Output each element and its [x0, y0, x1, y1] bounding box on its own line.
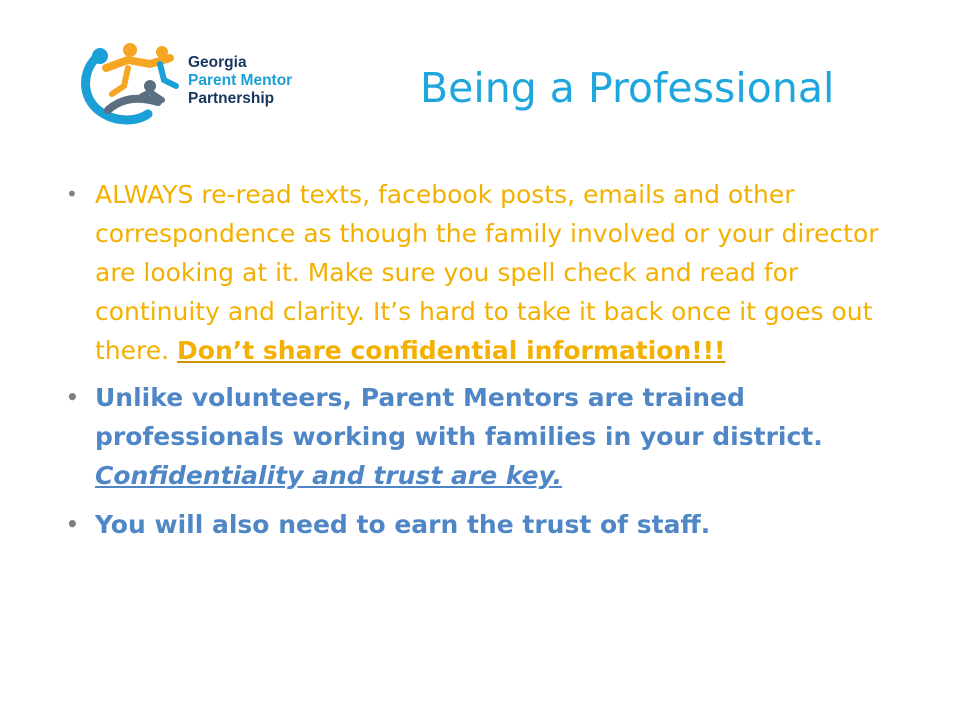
- logo-line-parent-mentor: Parent Mentor: [188, 72, 293, 89]
- bullet-emphasis-confidential: Don’t share confidential information!!!: [177, 336, 726, 365]
- bullet-emphasis-trust: Confidentiality and trust are key.: [95, 461, 563, 490]
- logo-line-partnership: Partnership: [188, 90, 275, 107]
- logo-figures-icon: [78, 40, 188, 130]
- logo-wordmark: [188, 54, 292, 108]
- logo-line-georgia: Georgia: [188, 54, 247, 71]
- bullet-earn-trust-of-staff: [66, 505, 926, 544]
- slide-title: Being a Professional: [420, 64, 835, 112]
- bullet-marker-icon: •: [66, 385, 79, 409]
- bullet-list: [66, 175, 926, 544]
- bullet-marker-icon: •: [66, 182, 78, 206]
- bullet-text: ALWAYS re-read texts, facebook posts, emails and other correspondence as though the family involved or your director are looking at it. Make sure you spell check and read for continuity and clarity. It’s hard to take it back once it goes out there.: [95, 180, 879, 365]
- georgia-parent-mentor-logo: [78, 40, 318, 130]
- bullet-parent-mentors-professionals: [66, 378, 926, 495]
- bullet-marker-icon: •: [66, 512, 79, 536]
- bullet-text: You will also need to earn the trust of staff.: [95, 510, 711, 539]
- bullet-text: Unlike volunteers, Parent Mentors are trained professionals working with families in your district.: [95, 383, 823, 451]
- bullet-reread-correspondence: [66, 175, 926, 370]
